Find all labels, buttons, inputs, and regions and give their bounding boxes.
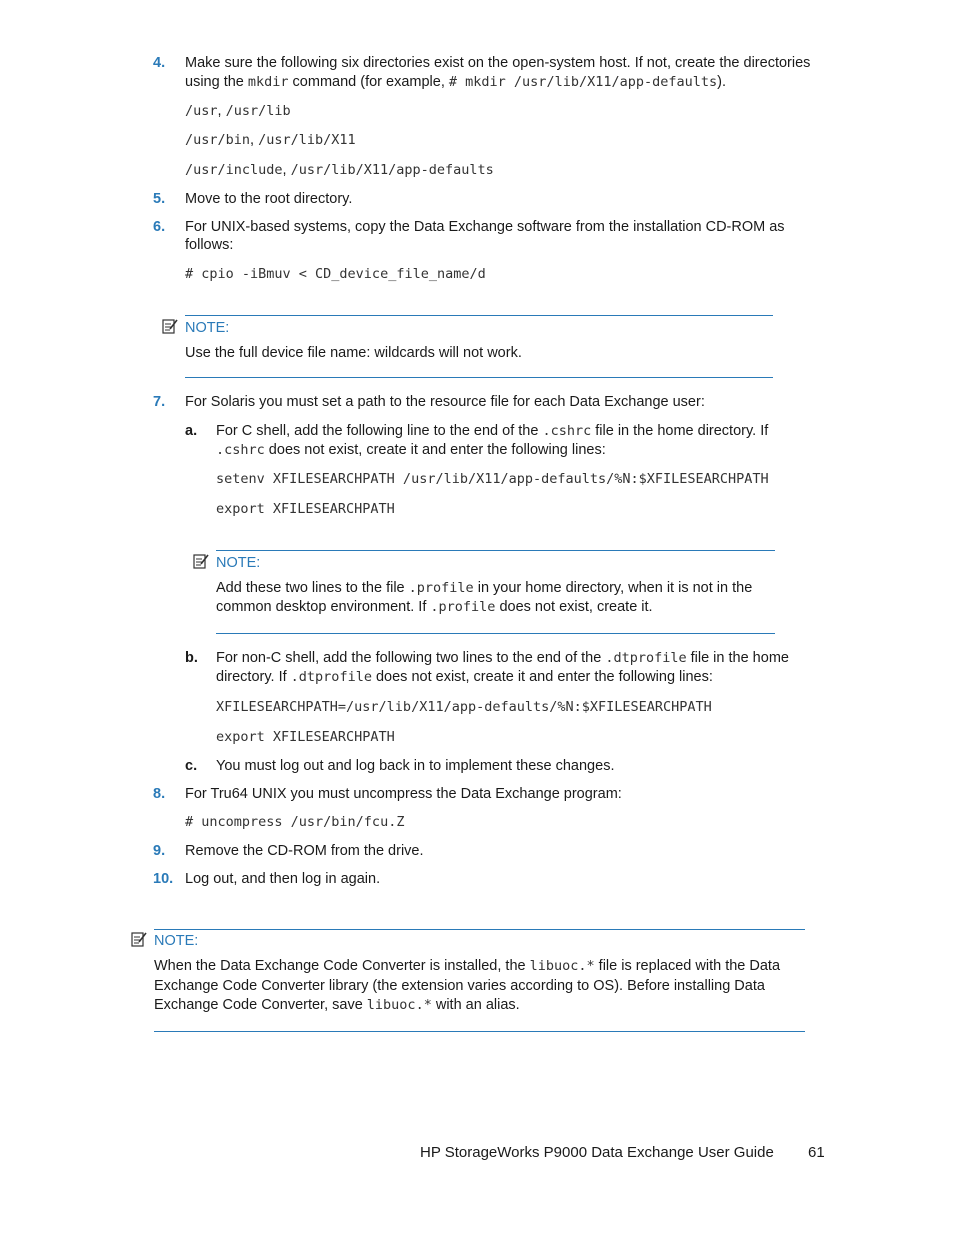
note-3-bottom-rule	[154, 1031, 805, 1032]
step-6-text-line2: follows:	[185, 237, 234, 253]
step-10-number: 10.	[153, 871, 174, 887]
step-7b-letter: b.	[185, 650, 198, 666]
step-4-text-line2: using the mkdir command (for example, # mkdir /usr/lib/X11/app-defaults).	[185, 74, 726, 90]
note-2-bottom-rule	[216, 633, 775, 634]
step-7-number: 7.	[153, 394, 166, 410]
step-7a-code-1: setenv XFILESEARCHPATH /usr/lib/X11/app-defaults/%N:$XFILESEARCHPATH	[216, 471, 769, 487]
step-7b-code-2: export XFILESEARCHPATH	[216, 729, 395, 745]
step-6-number: 6.	[153, 219, 166, 235]
dir-line-3: /usr/include, /usr/lib/X11/app-defaults	[185, 162, 494, 178]
step-7a-letter: a.	[185, 423, 198, 439]
step-6-code: # cpio -iBmuv < CD_device_file_name/d	[185, 266, 486, 282]
step-4-number: 4.	[153, 55, 166, 71]
step-5-number: 5.	[153, 191, 166, 207]
step-5-text: Move to the root directory.	[185, 191, 353, 207]
note-3-top-rule	[154, 929, 805, 930]
step-9-text: Remove the CD-ROM from the drive.	[185, 843, 424, 859]
note-icon	[131, 931, 147, 947]
step-9-number: 9.	[153, 843, 166, 859]
step-7b-line2: directory. If .dtprofile does not exist, create it and enter the following lines:	[216, 669, 713, 685]
step-8-text: For Tru64 UNIX you must uncompress the Data Exchange program:	[185, 786, 622, 802]
dir-line-1: /usr, /usr/lib	[185, 103, 291, 119]
step-7c-letter: c.	[185, 758, 198, 774]
note-2-top-rule	[216, 550, 775, 551]
note-1-top-rule	[185, 315, 773, 316]
note-icon	[193, 553, 209, 569]
step-7b-line1: For non-C shell, add the following two lines to the end of the .dtprofile file in the home	[216, 650, 789, 666]
step-8-code: # uncompress /usr/bin/fcu.Z	[185, 814, 405, 830]
note-3-line1: When the Data Exchange Code Converter is installed, the libuoc.* file is replaced with the Data	[154, 958, 781, 974]
note-1-text: Use the full device file name: wildcards will not work.	[185, 345, 522, 361]
footer-title: HP StorageWorks P9000 Data Exchange User Guide	[420, 1144, 774, 1161]
step-7a-code-2: export XFILESEARCHPATH	[216, 501, 395, 517]
step-10-text: Log out, and then log in again.	[185, 871, 381, 887]
step-8-number: 8.	[153, 786, 166, 802]
step-7-text: For Solaris you must set a path to the resource file for each Data Exchange user:	[185, 394, 705, 410]
step-6-text-line1: For UNIX-based systems, copy the Data Exchange software from the installation CD-ROM as	[185, 219, 785, 235]
step-4-text-line1: Make sure the following six directories exist on the open-system host. If not, create the directories	[185, 55, 811, 71]
step-7a-line2: .cshrc does not exist, create it and enter the following lines:	[216, 442, 606, 458]
note-2-label: NOTE:	[216, 555, 261, 571]
note-3-label: NOTE:	[154, 933, 199, 949]
step-7a-line1: For C shell, add the following line to the end of the .cshrc file in the home directory. If	[216, 423, 769, 439]
note-2-line2: common desktop environment. If .profile does not exist, create it.	[216, 599, 653, 615]
note-icon	[162, 318, 178, 334]
note-3-line2: Exchange Code Converter library (the extension varies according to OS). Before installing Data	[154, 978, 765, 994]
note-1-bottom-rule	[185, 377, 773, 378]
dir-line-2: /usr/bin, /usr/lib/X11	[185, 132, 356, 148]
page-number: 61	[808, 1144, 825, 1161]
note-1-label: NOTE:	[185, 320, 230, 336]
step-7c-text: You must log out and log back in to implement these changes.	[216, 758, 615, 774]
step-7b-code-1: XFILESEARCHPATH=/usr/lib/X11/app-defaults/%N:$XFILESEARCHPATH	[216, 699, 712, 715]
note-3-line3: Exchange Code Converter, save libuoc.* with an alias.	[154, 997, 520, 1013]
note-2-line1: Add these two lines to the file .profile in your home directory, when it is not in the	[216, 580, 753, 596]
